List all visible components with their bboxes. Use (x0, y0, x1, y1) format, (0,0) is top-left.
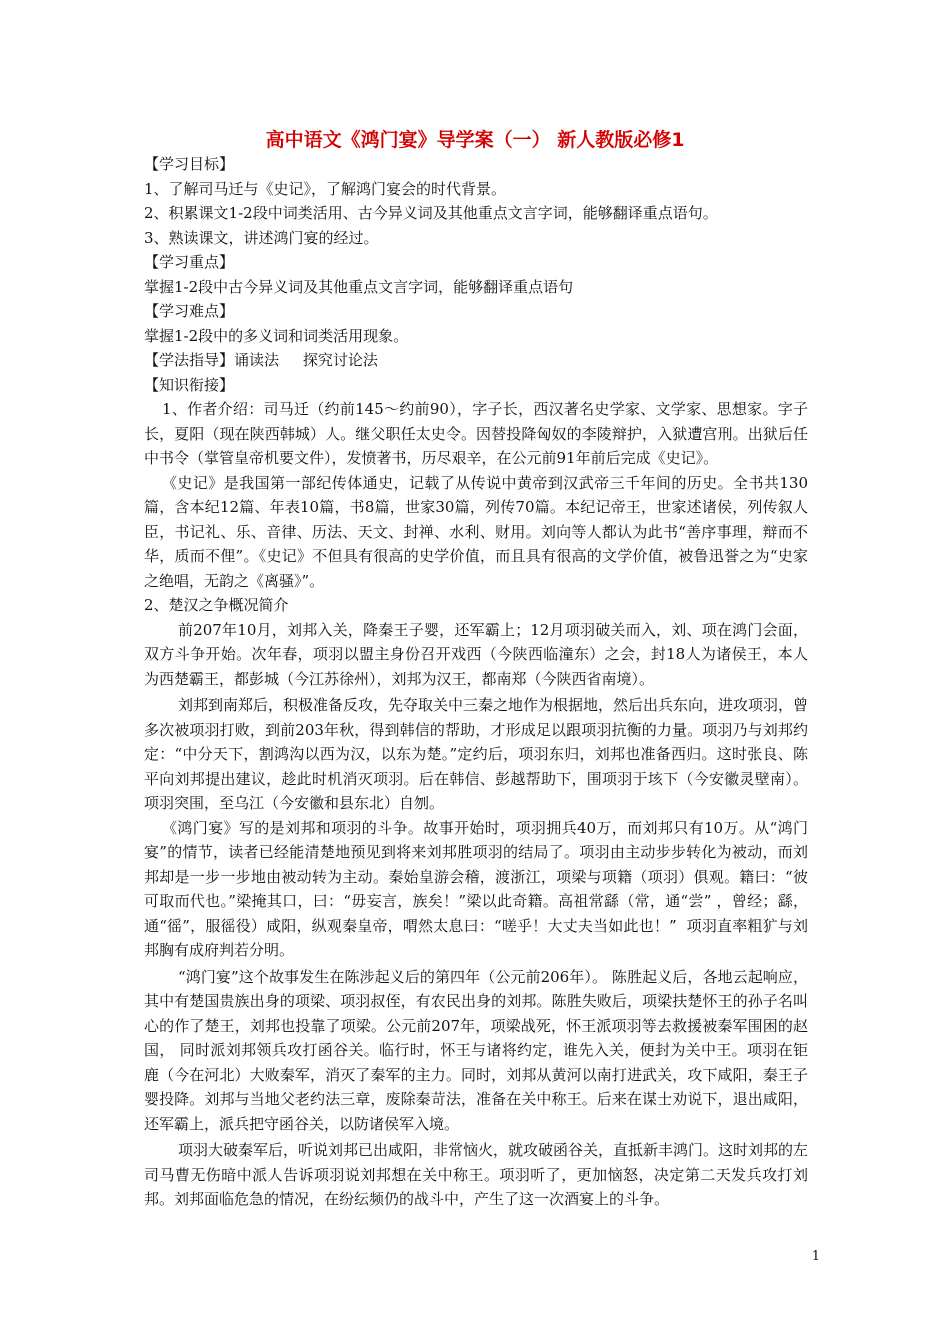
method-line: 【学法指导】诵读法 探究讨论法 (144, 351, 378, 369)
shiji-intro-paragraph: 《史记》是我国第一部纪传体通史，记载了从传说中黄帝到汉武帝三千年间的历史。全书共130篇，含本纪12篇、年表10篇，书8篇，世家30篇，列传70篇。本纪记帝王，世家述诸侯，列传叙人臣，书记礼、乐、音律、历法、天文、封禅、水利、财用。刘向等人都认为此书“善序事理，辩而不华，质而不俚”。《史记》不但具有很高的史学价值，而且具有很高的文学价值，被鲁迅誉之为“史家之绝唱，无韵之《离骚》”。 (144, 473, 808, 590)
chuhan-paragraph-1: 前207年10月，刘邦入关，降秦王子婴，还军霸上；12月项羽破关而入，刘、项在鸿门会面，双方斗争开始。次年春，项羽以盟主身份召开戏西（今陕西临潼东）之会，封18人为诸侯王，本人为西楚霸王，都彭城（今江苏徐州），刘邦为汉王，都南郑（今陕西省南境）。 (144, 620, 808, 688)
key-points-text: 掌握1-2段中古今异义词及其他重点文言字词，能够翻译重点语句 (144, 277, 574, 296)
objective-item: 3、熟读课文，讲述鸿门宴的经过。 (144, 228, 379, 247)
knowledge-heading: 【知识衔接】 (144, 375, 235, 394)
objective-item: 2、积累课文1-2段中词类活用、古今异义词及其他重点文言字词，能够翻译重点语句。 (144, 204, 718, 222)
objective-item: 1、了解司马迁与《史记》，了解鸿门宴会的时代背景。 (144, 179, 507, 198)
hongmen-paragraph-2: “鸿门宴”这个故事发生在陈涉起义后的第四年（公元前206年）。 陈胜起义后，各地云起响应，其中有楚国贵族出身的项梁、项羽叔侄，有农民出身的刘邦。陈胜失败后，项梁扶楚怀王的孙子名叫心的作了楚王，刘邦也投靠了项梁。公元前207年，项梁战死，怀王派项羽等去救援被秦军围困的赵国， 同时派刘邦领兵攻打函谷关。临行时，怀王与诸将约定，谁先入关，便封为关中王。项羽在钜鹿（今在河北）大败秦军，消灭了秦军的主力。同时，刘邦从黄河以南打进武关，攻下咸阳，秦王子婴投降。刘邦与当地父老约法三章，废除秦苛法，准备在关中称王。后来在谋士劝说下，退出咸阳，还军霸上，派兵把守函谷关，以防诸侯军入境。 (144, 967, 808, 1133)
objectives-heading: 【学习目标】 (144, 155, 235, 173)
author-intro-paragraph: 1、作者介绍：司马迁（约前145～约前90），字子长，西汉著名史学家、文学家、思想家。字子长，夏阳（现在陕西韩城）人。继父职任太史令。因替投降匈奴的李陵辩护，入狱遭宫刑。出狱后任中书令（掌管皇帝机要文件），发愤著书，历尽艰辛，在公元前91年前后完成《史记》。 (144, 400, 808, 467)
page-number: 1 (811, 1249, 820, 1264)
document-body (144, 152, 808, 1212)
chuhan-paragraph-2: 刘邦到南郑后，积极准备反攻，先夺取关中三秦之地作为根据地，然后出兵东向，进攻项羽，曾多次被项羽打败，到前203年秋，得到韩信的帮助，才形成足以跟项羽抗衡的力量。项羽乃与刘邦约定：“中分天下，割鸿沟以西为汉，以东为楚。”定约后，项羽东归，刘邦也准备西归。这时张良、陈平向刘邦提出建议，趁此时机消灭项羽。后在韩信、彭越帮助下，围项羽于垓下（今安徽灵壁南）。项羽突围，至乌江（今安徽和县东北）自刎。 (144, 696, 809, 812)
hongmen-paragraph-3: 项羽大破秦军后，听说刘邦已出咸阳，非常恼火，就攻破函谷关，直抵新丰鸿门。这时刘邦的左司马曹无伤暗中派人告诉项羽说刘邦想在关中称王。项羽听了，更加恼怒，决定第二天发兵攻打刘邦。刘邦面临危急的情况，在纷纭频仍的战斗中，产生了这一次酒宴上的斗争。 (144, 1141, 809, 1208)
key-points-heading: 【学习重点】 (144, 253, 235, 271)
document-title: 高中语文《鸿门宴》导学案（一） 新人教版必修1 (265, 129, 685, 151)
difficulties-text: 掌握1-2段中的多义词和词类活用现象。 (144, 326, 409, 345)
chuhan-heading: 2、楚汉之争概况简介 (144, 596, 289, 614)
hongmen-paragraph-1: 《鸿门宴》写的是刘邦和项羽的斗争。故事开始时，项羽拥兵40万，而刘邦只有10万。从“鸿门宴”的情节，读者已经能清楚地预见到将来刘邦胜项羽的结局了。项羽由主动步步转化为被动，而刘邦却是一步一步地由被动转为主动。秦始皇游会稽，渡浙江，项梁与项籍（项羽）俱观。籍曰：“彼可取而代也。”梁掩其口，曰：“毋妄言，族矣！”梁以此奇籍。高祖常繇（常，通“尝” ，曾经；繇，通“徭”，服徭役）咸阳，纵观秦皇帝，喟然太息曰：“嗟乎！大丈夫当如此也！” 项羽直率粗犷与刘邦胸有成府判若分明。 (144, 818, 808, 959)
difficulties-heading: 【学习难点】 (144, 302, 235, 320)
